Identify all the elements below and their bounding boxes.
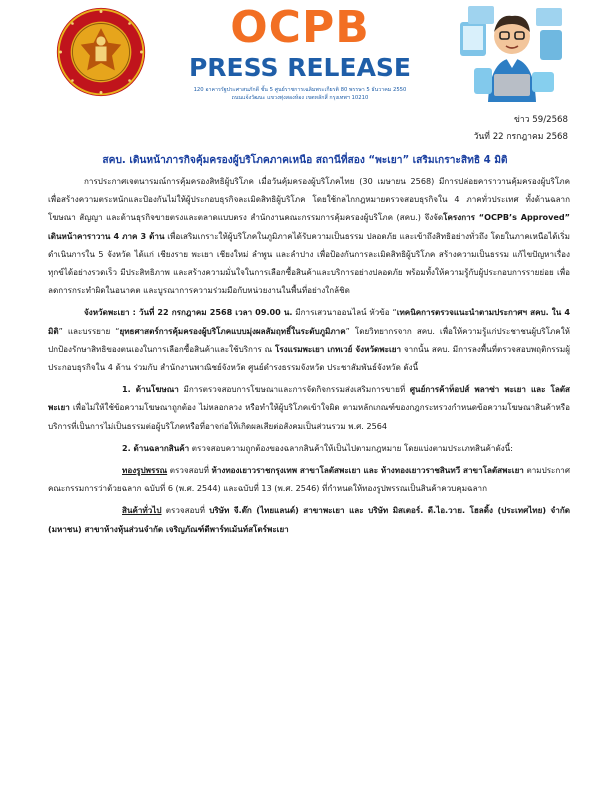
article-body: [48, 172, 570, 538]
paragraph-general-goods: [48, 501, 570, 537]
text: ตรวจสอบที่: [167, 465, 212, 476]
seminar-topic: เทคนิคการตรวจแนะนำตามประกาศฯ สคบ. ใน 4 มิติ: [48, 307, 570, 336]
address-line-1: 120 อาคารรัฐประศาสนภักดี ชั้น 5 ศูนย์ราชการเฉลิมพระเกียรติ 80 พรรษา 5 ธันวาคม 2550: [193, 87, 407, 93]
paragraph-intro: [48, 172, 570, 299]
paragraph-gold: [48, 461, 570, 497]
text: ตรวจสอบความถูกต้องของฉลากสินค้าให้เป็นไปตามกฎหมาย โดยแบ่งตามประเภทสินค้าดังนี้:: [189, 442, 513, 453]
text: การประกาศเจตนารมณ์การคุ้มครองสิทธิผู้บริโภค เมื่อวันคุ้มครองผู้บริโภคไทย (30 เมษายน 2568) มีการปล่อยคาราวานคุ้มครองผู้บริโภค เพื่อสร้างความตระหนักและป้องกันไม่ให้ผู้ประกอบธุรกิจละเมิดสิทธิผู้บริโภค โดยใช้กลไกกฎหมายตรวจสอบธุรกิจใน 4 ภาคทั่วประเทศ ทั้งด้านฉลาก โฆษณา สัญญา และด้านธุรกิจขายตรงและตลาดแบบตรง สำนักงานคณะกรรมการคุ้มครองผู้บริโภค (สคบ.) จึงจัด: [48, 176, 570, 223]
text: เพื่อไม่ให้ใช้ข้อความโฆษณาถูกต้อง ไม่หลอกลวง หรือทำให้ผู้บริโภคเข้าใจผิด ตามหลักเกณฑ์ของกฎกระทรวงกำหนดข้อความโฆษณาสินค้าหรือบริการที่เป็นการไม่เป็นธรรมต่อผู้บริโภคหรือที่อาจก่อให้เกิดผลเสียต่อสังคมเป็นส่วนรวม พ.ศ. 2564: [48, 402, 570, 431]
product-category: สินค้าทั่วไป: [122, 505, 162, 516]
text: ตรวจสอบที่: [161, 505, 210, 516]
letterhead: [0, 0, 610, 108]
paragraph-labeling: [48, 439, 570, 457]
ocpb-seal-logo: [55, 6, 147, 98]
mascot-with-devices-illustration: [460, 2, 564, 106]
release-date: วันที่ 22 กรกฎาคม 2568: [473, 132, 568, 142]
text: จากนั้น สคบ. มีการลงพื้นที่ตรวจสอบพฤติกรรมผู้ประกอบธุรกิจใน 4 ด้าน ร่วมกับ สำนักงานพาณิชย์จังหวัด ศูนย์ดำรงธรรมจังหวัด ประชาสัมพันธ์จังหวัด ดังนี้: [48, 343, 571, 373]
address-line-2: ถนนแจ้งวัฒนะ แขวงทุ่งสองห้อง เขตหลักสี่ กรุงเทพฯ 10210: [231, 95, 369, 101]
text: ” และบรรยาย “: [58, 325, 120, 336]
event-date: จังหวัดพะเยา : วันที่ 22 กรกฎาคม 2568 เวลา 09.00 น.: [84, 307, 293, 318]
headline: สคบ. เดินหน้าภารกิจคุ้มครองผู้บริโภคภาคเหนือ สถานีที่สอง “พะเยา” เสริมเกราะสิทธิ 4 มิติ: [102, 155, 508, 166]
brand-block: [150, 4, 450, 82]
news-number: ข่าว 59/2568: [514, 115, 568, 125]
brand-title: OCPB: [230, 2, 370, 53]
address: [150, 86, 450, 102]
project-name: โครงการ “OCPB’s Approved” เดินหน้าคาราวาน 4 ภาค 3 ด้าน: [48, 212, 570, 241]
section-heading: 2. ด้านฉลากสินค้า: [122, 442, 190, 453]
venue: โรงแรมพะเยา เกทเวย์ จังหวัดพะเยา: [274, 343, 402, 354]
brand-subtitle: PRESS RELEASE: [188, 53, 411, 82]
document-meta: [474, 112, 568, 146]
paragraph-phayao: [48, 303, 570, 376]
section-heading: 1. ด้านโฆษณา: [122, 384, 179, 395]
text: มีการตรวจสอบการโฆษณาและการจัดกิจกรรมส่งเสริมการขายที่: [178, 384, 410, 395]
text: ตามประกาศคณะกรรมการว่าด้วยฉลาก ฉบับที่ 6 (พ.ศ. 2544) และฉบับที่ 13 (พ.ศ. 2546) ที่กำหนดให้ทองรูปพรรณเป็นสินค้าควบคุมฉลาก: [48, 465, 570, 494]
location: บริษัท จี.ต๊ก (ไทยแลนด์) สาขาพะเยา และ บริษัท มิสเตอร์. ดี.ไอ.วาย. โฮลดิ้ง (ประเทศไทย) จำกัด (มหาชน) สาขาห้างหุ้นส่วนจำกัด เจริญภัณฑ์ดีพาร์ทเม้นท์สโตร์พะเยา: [48, 505, 571, 534]
text: เพื่อเสริมเกราะให้ผู้บริโภคในภูมิภาคได้รับความเป็นธรรม ปลอดภัย และเข้าถึงสิทธิอย่างทั่วถึง โดยในภาคเหนือได้เริ่มดำเนินการใน 5 จังหวัด ได้แก่ เชียงราย พะเยา เชียงใหม่ ลำพูน และลำปาง เพื่อป้องกันการละเมิดสิทธิผู้บริโภค สร้างความเป็นธรรม แก้ไขปัญหาเรื่องทุกข์ได้อย่างรวดเร็ว มีประสิทธิภาพ และสร้างความมั่นใจในการเลือกซื้อสินค้าและบริการอย่างปลอดภัย พร้อมทั้งให้ความรู้กับผู้ประกอบการรายย่อย เพื่อลดการกระทำผิดในอนาคต และบูรณาการความร่วมมือกับหน่วยงานในพื้นที่อย่างใกล้ชิด: [48, 230, 571, 296]
text: มีการเสวนาออนไลน์ หัวข้อ “: [292, 307, 397, 318]
lecture-topic: ยุทธศาสตร์การคุ้มครองผู้บริโภคแบบมุ่งผลสัมฤทธิ์ในระดับภูมิภาค: [119, 325, 346, 336]
location: ศูนย์การค้าท็อปส์ พลาซ่า พะเยา และ โลตัสพะเยา: [48, 384, 570, 413]
product-category: ทองรูปพรรณ: [122, 465, 168, 476]
location: ห้างทองเยาวราชกรุงเทพ สาขาโลตัสพะเยา และ ห้างทองเยาวราชสินทวี สาขาโลตัสพะเยา: [211, 465, 524, 476]
paragraph-advertising: [48, 380, 570, 435]
text: ” โดยวิทยากรจาก สคบ. เพื่อให้ความรู้แก่ประชาชนผู้บริโภคให้ปกป้องรักษาสิทธิของตนเองในการเลือกซื้อสินค้าและใช้บริการ ณ: [48, 325, 570, 354]
